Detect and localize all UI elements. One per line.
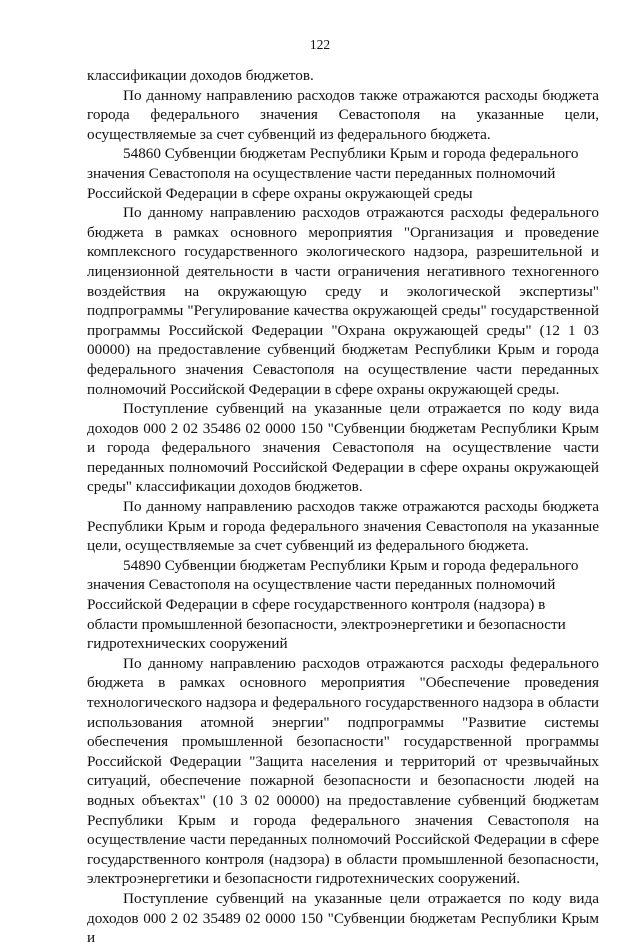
paragraph: классификации доходов бюджетов. <box>87 67 314 84</box>
paragraph: Поступление субвенций на указанные цели отражается по коду вида доходов 000 2 02 35489 02 0000 150 "Субвенции бюджетам Республики Крым и <box>87 889 599 947</box>
document-body <box>87 66 599 948</box>
paragraph: По данному направлению расходов также отражаются расходы бюджета города федерального значения Севастополя на указанные цели, осуществляемые за счет субвенций из федерального бюджета. <box>87 86 599 143</box>
paragraph: По данному направлению расходов также отражаются расходы бюджета Республики Крым и города федерального значения Севастополя на указанные цели, осуществляемые за счет субвенций из федерального бюджета. <box>87 498 599 555</box>
section-heading: 54890 Субвенции бюджетам Республики Крым и города федерального значения Севастополя на осуществление части переданных полномочий Российской Федерации в сфере государственного контроля (надзора) в области промышленной безопасности, электроэнергетики и безопасности гидротехнических сооружений <box>87 556 579 653</box>
paragraph: Поступление субвенций на указанные цели отражается по коду вида доходов 000 2 02 35486 02 0000 150 "Субвенции бюджетам Республики Крым и города федерального значения Севастополя на осуществление части переданных полномочий Российской Федерации в сфере охраны окружающей среды" классификации доходов бюджетов. <box>87 400 599 496</box>
section-heading: 54860 Субвенции бюджетам Республики Крым и города федерального значения Севастополя на осуществление части переданных полномочий Российской Федерации в сфере охраны окружающей среды <box>87 145 579 202</box>
paragraph: По данному направлению расходов отражаются расходы федерального бюджета в рамках основного мероприятия "Организация и проведение комплексного государственного экологического надзора, разрешительной и лицензионной деятельности в части ограничения негативного техногенного воздействия на окружающую среду и экологической экспертизы" подпрограммы "Регулирование качества окружающей среды" государственной программы Российской Федерации "Охрана окружающей среды" (12 1 03 00000) на предоставление субвенций бюджетам Республики Крым и города федерального значения Севастополя на осуществление части переданных полномочий Российской Федерации в сфере охраны окружающей среды. <box>87 204 599 398</box>
page-number: 122 <box>309 37 331 52</box>
paragraph: По данному направлению расходов отражаются расходы федерального бюджета в рамках основного мероприятия "Обеспечение проведения технологического надзора и федерального государственного надзора в области использования атомной энергии" подпрограммы "Развитие системы обеспечения промышленной безопасности" государственной программы Российской Федерации "Защита населения и территорий от чрезвычайных ситуаций, обеспечение пожарной безопасности и безопасности людей на водных объектах" (10 3 02 00000) на предоставление субвенций бюджетам Республики Крым и города федерального значения Севастополя на осуществление части переданных полномочий Российской Федерации в сфере государственного контроля (надзора) в области промышленной безопасности, электроэнергетики и безопасности гидротехнических сооружений. <box>87 654 599 888</box>
